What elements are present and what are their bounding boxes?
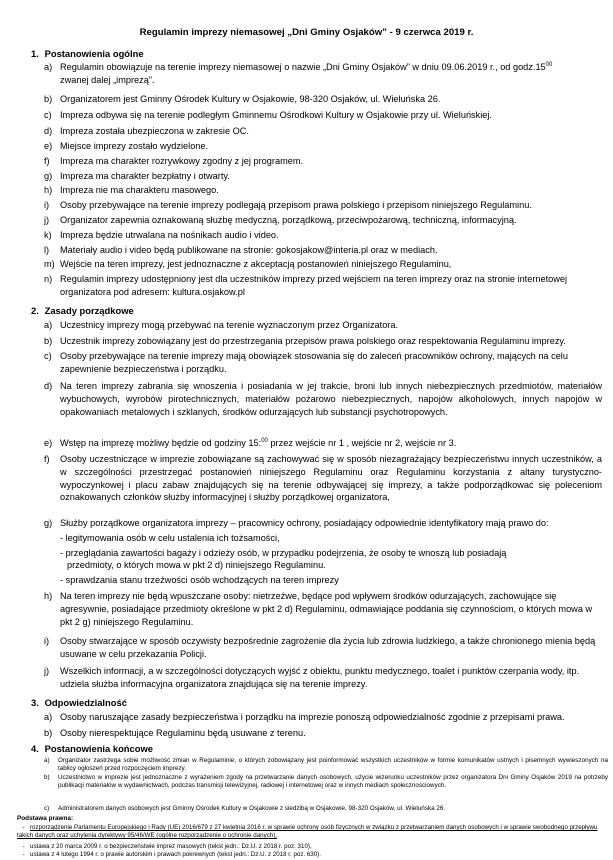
- legal-item-text: rozporządzenie Parlamentu Europejskiego i Rady (UE) 2016/679 z 27 kwietnia 2016 r. w sprawie ochrony osób fizycznych w związku z przetwarzaniem danych osobowych i w sprawie swobodnego przepływu takich danych oraz uchylenia dyrektywy 95/46/WE (ogólne rozporządzenie o ochronie danych),: [17, 824, 598, 839]
- section-title: Postanowienia ogólne: [44, 48, 144, 59]
- hour-superscript: 00: [261, 437, 268, 444]
- s4-item-b: b) Uczestnictwo w imprezie jest jednoznaczne z wyrażeniem zgody na przetwarzanie danych osobowych, użycie wizerunku uczestników przez organizatora Dni Gminy Osjaków 2019 na potrzeby publikacji materiałów w wydawnictwach, podczas transmisji telewizyjnej, radiowej i internetowej oraz w innych mediach społecznościowych.: [44, 774, 608, 789]
- s1-item-h: h) Impreza nie ma charakteru masowego.: [44, 184, 602, 197]
- s1-item-f: f) Impreza ma charakter rozrywkowy zgodny z jej programem.: [44, 155, 602, 168]
- item-text: Uczestnictwo w imprezie jest jednoznaczne z wyrażeniem zgody na przetwarzanie danych osobowych, użycie wizerunku uczestników przez organizatora Dni Gminy Osjaków 2019 na potrzeby publikacji materiałów w wydawnictwach, podczas transmisji telewizyjnej, radiowej i internetowej oraz w innych mediach społecznościowych.: [58, 774, 608, 789]
- g-sub-2: - przeglądania zawartości bagaży i odzieży osób, w przypadku podejrzenia, że osoby te wnoszą lub posiadają: [60, 548, 507, 558]
- legal-item-text: ustawa z 20 marca 2009 r. o bezpieczeństwie imprez masowych (tekst jedn.: Dz.U. z 2018 r. poz. 310),: [30, 843, 312, 850]
- item-text: Na teren imprezy zabrania się wnoszenia i posiadania w jej trakcie, broni lub innych niebezpiecznych przedmiotów, materiałów wybuchowych, wyrobów pirotechnicznych, materiałów pożarowo niebezpiecznych, napojów alkoholowych, innych napojów w opakowaniach metalowych i szklanych, środków odurzających lub substancji psychotropowych.: [60, 381, 602, 417]
- item-text-continued: przez wejście nr 1 , wejście nr 2, wejście nr 3.: [267, 438, 457, 448]
- section-3-heading: [31, 697, 127, 708]
- item-label: a): [44, 62, 53, 72]
- legal-basis-heading: Podstawa prawna:: [17, 815, 74, 822]
- s1-item-e: e) Miejsce imprezy zostało wydzielone.: [44, 140, 602, 153]
- s1-item-g: g) Impreza ma charakter bezpłatny i otwarty.: [44, 170, 602, 183]
- s2-item-j: j) Wszelkich informacji, a w szczególności dotyczących wyjść z obiektu, punktu medycznego, toalet i punktów czerpania wody, itp. udziela służba informacyjna organizatora znajdująca się na terenie imprezy.: [44, 665, 602, 691]
- item-text: Impreza została ubezpieczona w zakresie OC.: [60, 126, 249, 136]
- item-text: Służby porządkowe organizatora imprezy – pracownicy ochrony, posiadający odpowiednie identyfikatory mają prawo do:: [60, 518, 549, 528]
- g-sub-3: przedmioty, o których mowa w pkt 2 d) niniejszego Regulaminu.: [67, 560, 326, 570]
- legal-item: - ustawa z 4 lutego 1994 r. o prawie autorskim i prawach pokrewnych (tekst jedn.: Dz.U. z 2018 r. poz. 630).: [22, 851, 321, 858]
- section-title: Odpowiedzialność: [44, 697, 127, 708]
- section-number: 3.: [31, 697, 39, 708]
- s1-item-k: k) Impreza będzie utrwalana na nośnikach audio i video.: [44, 229, 602, 242]
- item-text: Organizator zastrzega sobie możliwość zmian w Regulaminie, o których zobowiązany jest poinformować wszystkich uczestników w formie komunikatów ustnych i pisemnych wywieszonych na tablicy ogłoszeń przed rozpoczęciem imprezy.: [58, 757, 608, 772]
- item-text: Osoby nierespektujące Regulaminu będą usuwane z terenu.: [60, 728, 306, 738]
- item-text: Impreza będzie utrwalana na nośnikach audio i video.: [60, 230, 279, 240]
- section-title: Postanowienia końcowe: [44, 743, 153, 754]
- s1-item-j: j) Organizator zapewnia oznakowaną służbę medyczną, porządkową, przeciwpożarową, techniczną, informacyjną.: [44, 214, 602, 227]
- s3-item-a: a) Osoby naruszające zasady bezpieczeństwa i porządku na imprezie ponoszą odpowiedzialność zgodnie z przepisami prawa.: [44, 711, 602, 724]
- s2-item-d: d) Na teren imprezy zabrania się wnoszenia i posiadania w jej trakcie, broni lub innych niebezpiecznych przedmiotów, materiałów wybuchowych, wyrobów pirotechnicznych, materiałów pożarowo niebezpiecznych, napojów alkoholowych, innych napojów w opakowaniach metalowych i szklanych, środków odurzających lub substancji psychotropowych.: [44, 381, 602, 417]
- s1-item-b: b) Organizatorem jest Gminny Ośrodek Kultury w Osjakowie, 98-320 Osjaków, ul. Wieluńska 26.: [44, 93, 602, 106]
- s1-item-l: l) Materiały audio i video będą publikowane na stronie: gokosjakow@interia.pl oraz w mediach.: [44, 244, 602, 257]
- s1-item-i: i) Osoby przebywające na terenie imprezy podlegają przepisom prawa polskiego i przepisom niniejszego Regulaminu.: [44, 199, 602, 212]
- item-text: Regulamin imprezy udostępniony jest dla uczestników imprezy przed wejściem na teren imprezy oraz na stronie internetowej organizatora pod adresem: kultura.osjakow.pl: [60, 274, 568, 297]
- item-text: Wszelkich informacji, a w szczególności dotyczących wyjść z obiektu, punktu medycznego, toalet i punktów czerpania wody, itp. udziela służba informacyjna organizatora znajdująca się na terenie imprezy.: [60, 666, 580, 689]
- item-text: Impreza ma charakter rozrywkowy zgodny z jej programem.: [60, 156, 304, 166]
- s1-item-a: [44, 61, 602, 87]
- item-text: Organizatorem jest Gminny Ośrodek Kultury w Osjakowie, 98-320 Osjaków, ul. Wieluńska 26.: [60, 94, 441, 104]
- item-text: Impreza odbywa się na terenie podległym Gminnemu Ośrodkowi Kultury w Osjakowie przy ul. Wieluńskiej.: [60, 110, 492, 120]
- legal-item: - rozporządzenie Parlamentu Europejskiego i Rady (UE) 2016/679 z 27 kwietnia 2016 r. w sprawie ochrony osób fizycznych w związku z przetwarzaniem danych osobowych i w sprawie swobodnego przepływu takich danych oraz uchylenia dyrektywy 95/46/WE (ogólne rozporządzenie o ochronie danych),: [17, 824, 598, 839]
- item-text: Uczestnicy imprezy mogą przebywać na terenie wyznaczonym przez Organizatora.: [60, 320, 399, 330]
- section-number: 2.: [31, 305, 39, 316]
- item-text: Administratorem danych osobowych jest Gminny Ośrodek Kultury w Osjakowie z siedzibą w Osjakowie, 98-320 Osjaków, ul. Wieluńska 26.: [58, 805, 446, 812]
- s2-item-c: c) Osoby przebywające na terenie imprezy mają obowiązek stosowania się do zaleceń pracowników ochrony, mających na celu zapewnienie bezpieczeństwa i porządku.: [44, 350, 602, 376]
- item-text: Osoby stwarzające w sposób oczywisty bezpośrednie zagrożenie dla życia lub zdrowia ludzkiego, a także chronionego mienia będą usuwane w celu przekazania Policji.: [60, 636, 596, 659]
- section-number: 4.: [31, 743, 39, 754]
- item-text: Uczestnik imprezy zobowiązany jest do przestrzegania przepisów prawa polskiego oraz respektowania Regulaminu imprezy.: [60, 336, 566, 346]
- legal-item: - ustawa z 20 marca 2009 r. o bezpieczeństwie imprez masowych (tekst jedn.: Dz.U. z 2018 r. poz. 310),: [22, 843, 312, 850]
- item-text: Wstęp na imprezę możliwy będzie od godziny 15:: [60, 438, 262, 448]
- s2-item-i: i) Osoby stwarzające w sposób oczywisty bezpośrednie zagrożenie dla życia lub zdrowia ludzkiego, a także chronionego mienia będą usuwane w celu przekazania Policji.: [44, 635, 602, 661]
- s1-item-d: d) Impreza została ubezpieczona w zakresie OC.: [44, 125, 602, 138]
- item-text: Materiały audio i video będą publikowane na stronie: gokosjakow@interia.pl oraz w mediach.: [60, 245, 438, 255]
- s4-item-a: a) Organizator zastrzega sobie możliwość zmian w Regulaminie, o których zobowiązany jest poinformować wszystkich uczestników w formie komunikatów ustnych i pisemnych wywieszonych na tablicy ogłoszeń przed rozpoczęciem imprezy.: [44, 757, 608, 772]
- item-text: Osoby uczestniczące w imprezie zobowiązane są zachowywać się w sposób niezagrażający bezpieczeństwu innych uczestników, a w szczególności przestrzegać postanowień niniejszego Regulaminu oraz Regulaminu korzystania z altany turystyczno-wypoczynkowej i placu zabaw znajdujących się na terenie odbywającej się imprezy, a także podporządkować się poleceniom oznakowanych członków służby informacyjnej i służby porządkowej organizatora,: [60, 454, 602, 503]
- item-text: Regulamin obowiązuje na terenie imprezy niemasowej o nazwie „Dni Gminy Osjaków” w dniu 09.06.2019 r., od godz.15: [60, 62, 546, 72]
- legal-item-text: ustawa z 4 lutego 1994 r. o prawie autorskim i prawach pokrewnych (tekst jedn.: Dz.U. z 2018 r. poz. 630).: [30, 851, 321, 858]
- s2-item-h: h) Na teren imprezy nie będą wpuszczane osoby: nietrzeźwe, będące pod wpływem środków odurzających, zachowujące się agresywnie, posiadające przedmioty określone w pkt 2 d) Regulaminu, odmawiające poddania się czynnościom, o których mowa w pkt 2 g) niniejszego Regulaminu.: [44, 590, 602, 628]
- section-number: 1.: [31, 48, 39, 59]
- item-text: Organizator zapewnia oznakowaną służbę medyczną, porządkową, przeciwpożarową, techniczną, informacyjną.: [60, 215, 517, 225]
- hour-superscript: 00: [545, 61, 553, 68]
- s2-item-b: b) Uczestnik imprezy zobowiązany jest do przestrzegania przepisów prawa polskiego oraz respektowania Regulaminu imprezy.: [44, 335, 602, 348]
- section-1-heading: [31, 48, 144, 59]
- s2-item-g: g) Służby porządkowe organizatora imprezy – pracownicy ochrony, posiadający odpowiednie identyfikatory mają prawo do:: [44, 517, 602, 530]
- item-text: Osoby przebywające na terenie imprezy podlegają przepisom prawa polskiego i przepisom niniejszego Regulaminu.: [60, 200, 532, 210]
- s3-item-b: b) Osoby nierespektujące Regulaminu będą usuwane z terenu.: [44, 727, 602, 740]
- item-text: Miejsce imprezy zostało wydzielone.: [60, 141, 209, 151]
- section-2-heading: [31, 305, 134, 316]
- s1-item-m: m) Wejście na teren imprezy, jest jednoznaczne z akceptacją postanowień niniejszego Regulaminu,: [44, 258, 602, 271]
- s4-item-c: c) Administratorem danych osobowych jest Gminny Ośrodek Kultury w Osjakowie z siedzibą w Osjakowie, 98-320 Osjaków, ul. Wieluńska 26.: [44, 805, 608, 813]
- g-sub-4: - sprawdzania stanu trzeźwości osób wchodzących na teren imprezy: [60, 575, 339, 585]
- item-text: Osoby przebywające na terenie imprezy mają obowiązek stosowania się do zaleceń pracowników ochrony, mających na celu zapewnienie bezpieczeństwa i porządku.: [60, 351, 568, 374]
- item-label: e): [44, 438, 53, 448]
- s2-item-a: a) Uczestnicy imprezy mogą przebywać na terenie wyznaczonym przez Organizatora.: [44, 319, 602, 332]
- item-text: Na teren imprezy nie będą wpuszczane osoby: nietrzeźwe, będące pod wpływem środków odurzających, zachowujące się agresywnie, posiadające przedmioty określone w pkt 2 d) Regulaminu, odmawiające poddania się czynnościom, o których mowa w pkt 2 g) niniejszego Regulaminu.: [60, 591, 593, 627]
- s1-item-n: n) Regulamin imprezy udostępniony jest dla uczestników imprezy przed wejściem na teren imprezy oraz na stronie internetowej organizatora pod adresem: kultura.osjakow.pl: [44, 273, 602, 299]
- item-text: Osoby naruszające zasady bezpieczeństwa i porządku na imprezie ponoszą odpowiedzialność zgodnie z przepisami prawa.: [60, 712, 565, 722]
- document-title: Regulamin imprezy niemasowej „Dni Gminy Osjaków” - 9 czerwca 2019 r.: [139, 27, 474, 38]
- section-4-heading: [31, 743, 153, 754]
- item-text: Wejście na teren imprezy, jest jednoznaczne z akceptacją postanowień niniejszego Regulaminu,: [60, 259, 452, 269]
- item-text: Impreza nie ma charakteru masowego.: [60, 185, 219, 195]
- s1-item-c: c) Impreza odbywa się na terenie podległym Gminnemu Ośrodkowi Kultury w Osjakowie przy ul. Wieluńskiej.: [44, 109, 602, 122]
- g-sub-1: - legitymowania osób w celu ustalenia ich tożsamości,: [60, 533, 280, 543]
- item-text: Impreza ma charakter bezpłatny i otwarty.: [60, 171, 230, 181]
- s2-item-e: [44, 437, 602, 450]
- s2-item-f: f) Osoby uczestniczące w imprezie zobowiązane są zachowywać się w sposób niezagrażający bezpieczeństwu innych uczestników, a w szczególności przestrzegać postanowień niniejszego Regulaminu oraz Regulaminu korzystania z altany turystyczno-wypoczynkowej i placu zabaw znajdujących się na terenie odbywającej się imprezy, a także podporządkować się poleceniom oznakowanych członków służby informacyjnej i służby porządkowej organizatora,: [44, 454, 602, 503]
- section-title: Zasady porządkowe: [44, 305, 134, 316]
- item-text-continued: zwanej dalej „imprezą”.: [60, 74, 155, 85]
